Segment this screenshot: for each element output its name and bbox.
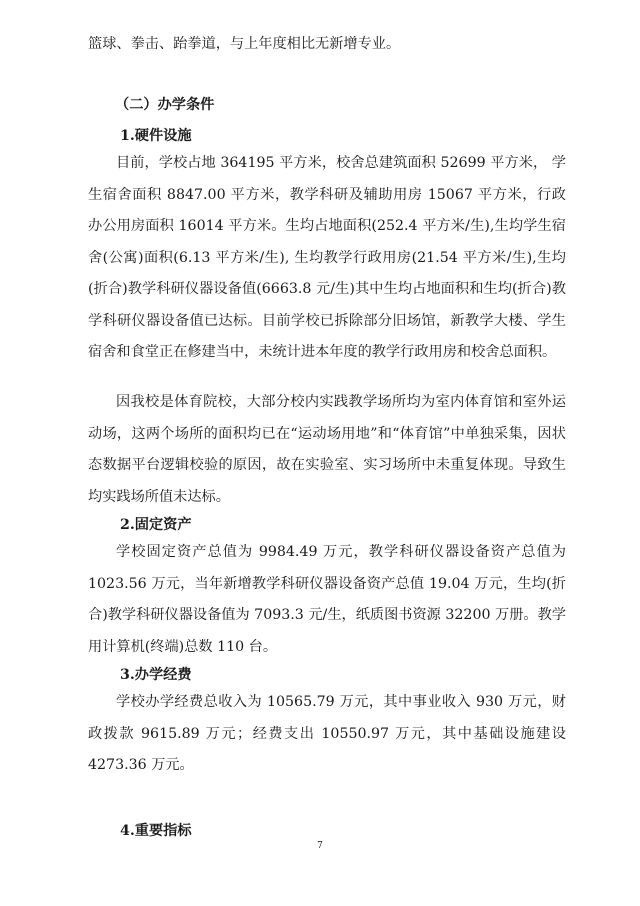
page-number: 7 <box>317 841 323 851</box>
hardware-paragraph-1: 目前，学校占地 364195 平方米，校舍总建筑面积 52699 平方米， 学生宿舍面积 8847.00 平方米，教学科研及辅助用房 15067 平方米，行政 办公用房面积 16014 平方米。生均占地面积(252.4 平方米/生),生均学生宿舍(公寓)面积(6.13 平方米/生), 生均教学行政用房(21.54 平方米/生),生均(折合)教学科研仪器设备值(6663.8 元/生)其中生均占地面积和生均(折合)教学科研仪器设备值已达标。目前学校已拆除部分旧场馆，新教学大楼、学生宿舍和食堂正在修建当中，未统计进本年度的教学行政用房和校舍总面积。 <box>88 155 566 360</box>
hardware-paragraph-2: 因我校是体育院校，大部分校内实践教学场所均为室内体育馆和室外运动场，这两个场所的面积均已在“运动场用地”和“体育馆”中单独采集，因状态数据平台逻辑校验的原因，故在实验室、实习场所中未重复体现。导致生均实践场所值未达标。 <box>88 394 566 505</box>
carryover-text-line: 篮球、拳击、跆拳道，与上年度相比无新增专业。 <box>88 36 401 52</box>
indicators-heading: 4.重要指标 <box>120 823 192 839</box>
fixed-assets-heading: 2.固定资产 <box>120 517 192 533</box>
funding-heading: 3.办学经费 <box>120 667 192 683</box>
section-title: （二）办学条件 <box>115 97 215 113</box>
funding-paragraph: 学校办学经费总收入为 10565.79 万元，其中事业收入 930 万元，财政拨款 9615.89 万元；经费支出 10550.97 万元，其中基础设施建设 4273.36 万元。 <box>88 694 566 773</box>
hardware-heading: 1.硬件设施 <box>120 128 192 144</box>
fixed-assets-paragraph: 学校固定资产总值为 9984.49 万元，教学科研仪器设备资产总值为 1023.56 万元，当年新增教学科研仪器设备资产总值 19.04 万元，生均(折合)教学科研仪器设备值为 7093.3 元/生，纸质图书资源 32200 万册。教学用计算机(终端)总数 110 台。 <box>88 544 566 655</box>
